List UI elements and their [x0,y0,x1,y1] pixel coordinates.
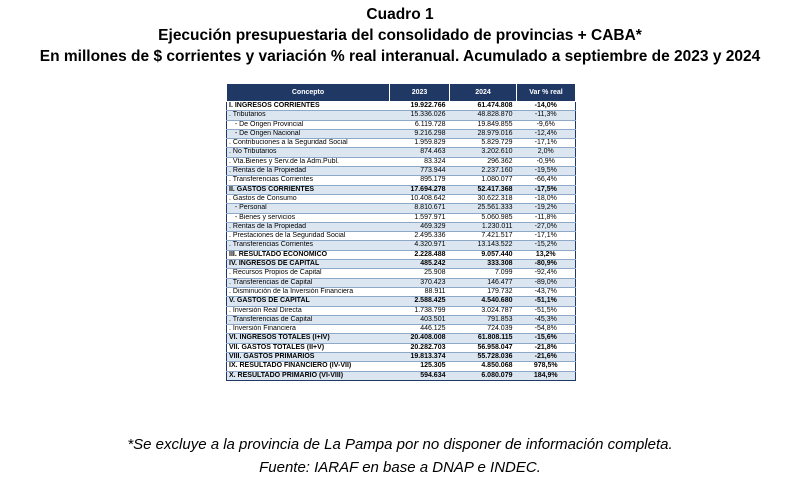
row-2023-cell: 773.944 [390,167,450,176]
row-var-cell: -92,4% [517,269,576,278]
row-2024-cell: 56.958.047 [450,343,517,352]
table-row [227,102,576,111]
row-concept-cell: . No Tributarios [227,148,390,157]
row-2024-cell: 4.540.680 [450,297,517,306]
row-concept-cell: - Personal [227,204,390,213]
row-2023-cell: 874.463 [390,148,450,157]
row-2023-cell: 370.423 [390,278,450,287]
row-2024-cell: 4.850.068 [450,362,517,371]
column-header-2023: 2023 [390,84,450,102]
row-concept-cell: IX. RESULTADO FINANCIERO (IV-VII) [227,362,390,371]
row-2024-cell: 5.060.985 [450,213,517,222]
table-row [227,157,576,166]
row-var-cell: -54,8% [517,325,576,334]
row-var-cell: -17,1% [517,232,576,241]
row-2024-cell: 296.362 [450,157,517,166]
row-var-cell: 2,0% [517,148,576,157]
row-concept-cell: VIII. GASTOS PRIMARIOS [227,353,390,362]
row-var-cell: -9,6% [517,120,576,129]
row-var-cell: -15,6% [517,334,576,343]
table-row [227,129,576,138]
row-concept-cell: X. RESULTADO PRIMARIO (VI-VIII) [227,371,390,380]
table-header-row [227,84,576,102]
row-concept-cell: . Tributarios [227,111,390,120]
table-row [227,371,576,380]
row-2023-cell: 83.324 [390,157,450,166]
row-var-cell: -51,5% [517,306,576,315]
row-2023-cell: 88.911 [390,287,450,296]
table-title: Cuadro 1 [366,6,434,23]
table-units-subtitle: En millones de $ corrientes y variación % real interanual. Acumulado a septiembre de 2023 y 2024 [39,48,761,65]
column-header-2024: 2024 [450,84,517,102]
row-concept-cell: . Vta.Bienes y Serv.de la Adm.Publ. [227,157,390,166]
table-row [227,315,576,324]
row-var-cell: -21,6% [517,353,576,362]
row-2024-cell: 48.828.870 [450,111,517,120]
row-concept-cell: I. INGRESOS CORRIENTES [227,102,390,111]
row-var-cell: -17,1% [517,139,576,148]
row-2024-cell: 1.230.011 [450,222,517,231]
row-2024-cell: 333.308 [450,260,517,269]
row-2024-cell: 7.099 [450,269,517,278]
row-concept-cell: . Disminución de la Inversión Financiera [227,287,390,296]
table-row [227,297,576,306]
row-concept-cell: VII. GASTOS TOTALES (II+V) [227,343,390,352]
row-2024-cell: 13.143.522 [450,241,517,250]
row-concept-cell: - Bienes y servicios [227,213,390,222]
row-var-cell: 13,2% [517,250,576,259]
row-var-cell: -21,8% [517,343,576,352]
row-2023-cell: 25.908 [390,269,450,278]
row-2023-cell: 2.495.336 [390,232,450,241]
row-2023-cell: 125.305 [390,362,450,371]
table-row [227,139,576,148]
row-2023-cell: 1.738.799 [390,306,450,315]
column-header-var: Var % real [517,84,576,102]
row-concept-cell: . Transferencias de Capital [227,278,390,287]
row-2023-cell: 6.119.728 [390,120,450,129]
row-var-cell: -14,0% [517,102,576,111]
row-var-cell: -19,2% [517,204,576,213]
row-2024-cell: 179.732 [450,287,517,296]
row-2023-cell: 2.588.425 [390,297,450,306]
row-concept-cell: II. GASTOS CORRIENTES [227,185,390,194]
row-concept-cell: . Rentas de la Propiedad [227,167,390,176]
budget-table [226,83,576,381]
table-row [227,287,576,296]
row-concept-cell: . Prestaciones de la Seguridad Social [227,232,390,241]
row-concept-cell: . Rentas de la Propiedad [227,222,390,231]
row-var-cell: -18,0% [517,194,576,203]
row-concept-cell: V. GASTOS DE CAPITAL [227,297,390,306]
row-2024-cell: 6.080.079 [450,371,517,380]
row-2023-cell: 4.320.971 [390,241,450,250]
row-var-cell: -17,5% [517,185,576,194]
table-row [227,325,576,334]
row-var-cell: -51,1% [517,297,576,306]
row-2023-cell: 446.125 [390,325,450,334]
table-row [227,167,576,176]
row-2023-cell: 20.282.703 [390,343,450,352]
table-row [227,269,576,278]
row-2024-cell: 1.080.077 [450,176,517,185]
row-2023-cell: 594.634 [390,371,450,380]
row-2024-cell: 3.202.610 [450,148,517,157]
row-var-cell: 978,5% [517,362,576,371]
row-2024-cell: 791.853 [450,315,517,324]
row-concept-cell: III. RESULTADO ECONOMICO [227,250,390,259]
row-2023-cell: 485.242 [390,260,450,269]
table-row [227,278,576,287]
column-header-concepto: Concepto [227,84,390,102]
table-row [227,362,576,371]
table-subtitle: Ejecución presupuestaria del consolidado de provincias + CABA* [158,27,642,44]
row-2023-cell: 19.813.374 [390,353,450,362]
row-2023-cell: 9.216.298 [390,129,450,138]
row-var-cell: -11,3% [517,111,576,120]
row-var-cell: -12,4% [517,129,576,138]
row-2024-cell: 5.829.729 [450,139,517,148]
row-2024-cell: 724.039 [450,325,517,334]
table-row [227,241,576,250]
footnote: *Se excluye a la provincia de La Pampa por no disponer de información completa. [127,436,673,453]
row-2024-cell: 25.561.333 [450,204,517,213]
row-2023-cell: 469.329 [390,222,450,231]
row-concept-cell: . Transferencias de Capital [227,315,390,324]
table-row [227,148,576,157]
row-2023-cell: 403.501 [390,315,450,324]
table-body [227,102,576,381]
row-2024-cell: 3.024.787 [450,306,517,315]
row-2023-cell: 895.179 [390,176,450,185]
row-concept-cell: . Inversión Financiera [227,325,390,334]
source-note: Fuente: IARAF en base a DNAP e INDEC. [259,459,541,476]
row-var-cell: -27,0% [517,222,576,231]
row-2023-cell: 17.694.278 [390,185,450,194]
row-2024-cell: 19.849.855 [450,120,517,129]
row-var-cell: -15,2% [517,241,576,250]
row-concept-cell: . Transferencias Corrientes [227,241,390,250]
row-concept-cell: VI. INGRESOS TOTALES (I+IV) [227,334,390,343]
row-var-cell: -11,8% [517,213,576,222]
row-var-cell: -80,9% [517,260,576,269]
row-var-cell: -43,7% [517,287,576,296]
row-var-cell: -0,9% [517,157,576,166]
row-concept-cell: . Gastos de Consumo [227,194,390,203]
row-2023-cell: 2.228.488 [390,250,450,259]
table-row [227,232,576,241]
row-var-cell: -66,4% [517,176,576,185]
table-row [227,353,576,362]
row-2024-cell: 61.474.808 [450,102,517,111]
table-row [227,222,576,231]
row-2024-cell: 9.057.440 [450,250,517,259]
row-2023-cell: 8.810.671 [390,204,450,213]
row-var-cell: -45,3% [517,315,576,324]
row-2023-cell: 15.336.026 [390,111,450,120]
row-2024-cell: 52.417.368 [450,185,517,194]
row-2024-cell: 7.421.517 [450,232,517,241]
table-row [227,204,576,213]
table-row [227,194,576,203]
row-var-cell: -89,0% [517,278,576,287]
row-concept-cell: - De Origen Nacional [227,129,390,138]
table-row [227,306,576,315]
row-2023-cell: 19.922.766 [390,102,450,111]
table-row [227,213,576,222]
row-2024-cell: 146.477 [450,278,517,287]
row-2023-cell: 1.597.971 [390,213,450,222]
table-row [227,343,576,352]
row-2023-cell: 20.408.008 [390,334,450,343]
row-2023-cell: 1.959.829 [390,139,450,148]
table-row [227,260,576,269]
table-row [227,334,576,343]
row-var-cell: -19,5% [517,167,576,176]
row-var-cell: 184,9% [517,371,576,380]
row-2024-cell: 28.979.016 [450,129,517,138]
row-2023-cell: 10.408.642 [390,194,450,203]
table-row [227,176,576,185]
row-2024-cell: 2.237.160 [450,167,517,176]
table-row [227,250,576,259]
row-concept-cell: . Transferencias Corrientes [227,176,390,185]
table-row [227,185,576,194]
row-concept-cell: . Contribuciones a la Seguridad Social [227,139,390,148]
row-concept-cell: - De Origen Provincial [227,120,390,129]
row-concept-cell: IV. INGRESOS DE CAPITAL [227,260,390,269]
row-concept-cell: . Recursos Propios de Capital [227,269,390,278]
row-2024-cell: 61.808.115 [450,334,517,343]
table-row [227,120,576,129]
row-2024-cell: 55.728.036 [450,353,517,362]
row-concept-cell: . Inversión Real Directa [227,306,390,315]
row-2024-cell: 30.622.318 [450,194,517,203]
table-row [227,111,576,120]
